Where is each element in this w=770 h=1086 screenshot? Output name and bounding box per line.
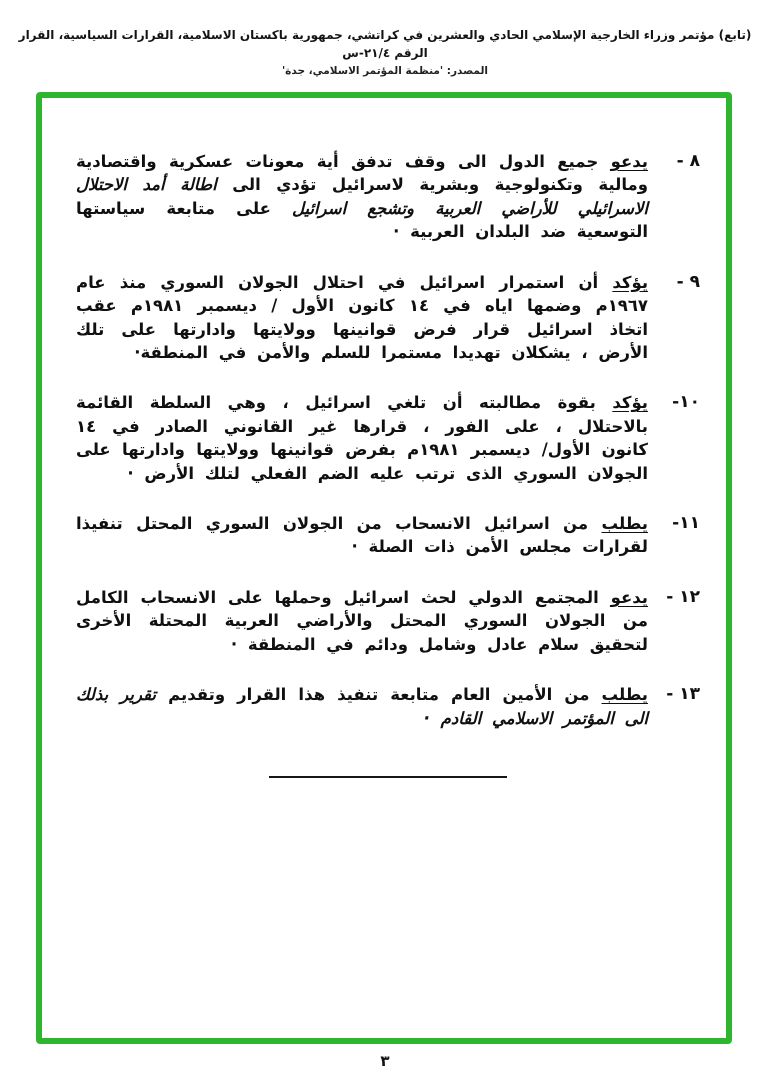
item-text-segment: من الأمين العام متابعة تنفيذ هذا القرار وتقديم [168, 685, 590, 705]
item-text-segment: المجتمع الدولي لحث اسرائيل وحملها على الانسحاب الكامل من الجولان السوري المحتل والأراضي العربية المحتلة الأخرى لتحقيق سلام عادل وشامل ودائم في المنطقة · [76, 587, 648, 654]
resolution-item-10 [76, 391, 700, 485]
item-text [76, 512, 648, 559]
item-text [76, 150, 648, 244]
item-text-segment: من اسرائيل الانسحاب من الجولان السوري المحتل تنفيذا لقرارات مجلس الأمن ذات الصلة · [76, 514, 648, 557]
item-number: ٩ - [676, 271, 700, 292]
document-header [8, 26, 762, 77]
item-text-segment: أن استمرار اسرائيل في احتلال الجولان السوري منذ عام ١٩٦٧م وضمها اياه في ١٤ كانون الأول / ديسمبر ١٩٨١م عقب اتخاذ اسرائيل قرار فرض قوانينها وولايتها وادارتها على تلك الأرض ، يشكلان تهديدا مستمرا للسلم والأمن في المنطقة· [76, 272, 648, 362]
page-number: ٣ [380, 1052, 390, 1070]
end-divider-line [269, 776, 507, 778]
resolution-item-13 [76, 683, 700, 730]
item-text-italic-segment: اطالة أمد الاحتلال الاسرائيلي للأراضي العربية وتشجع اسرائيل [76, 175, 648, 218]
item-text [76, 271, 648, 365]
item-text-segment: جميع الدول الى وقف تدفق أية معونات عسكرية واقتصادية ومالية وتكنولوجية وبشرية لاسرائيل تؤدي الى [76, 152, 648, 195]
item-lead-word: يطلب [601, 514, 648, 534]
resolution-item-11 [76, 512, 700, 559]
item-text-segment: بقوة مطالبته أن تلغي اسرائيل ، وهي السلطة القائمة بالاحتلال ، على الفور ، قرارها غير القانوني الصادر في ١٤ كانون الأول/ ديسمبر ١٩٨١م بفرض قوانينها وولايتها وادارتها على الجولان السوري الذى ترتب عليه الضم الفعلي لتلك الأرض · [76, 393, 648, 483]
item-text-segment: على متابعة سياستها التوسعية ضد البلدان العربية · [76, 198, 648, 242]
item-lead-word: يؤكد [612, 272, 649, 292]
item-number: ١٢ - [666, 586, 700, 607]
resolution-body [76, 150, 700, 778]
item-lead-word: يدعو [610, 152, 648, 171]
item-text [76, 586, 648, 656]
item-lead-word: يدعو [610, 587, 648, 607]
item-number: ١٣ - [666, 684, 700, 705]
resolution-item-9 [76, 271, 700, 365]
item-text-italic-segment: تقرير بذلك الى المؤتمر الاسلامي القادم · [76, 685, 648, 728]
green-border-frame [36, 92, 732, 1044]
header-title-line: (تابع) مؤتمر وزراء الخارجية الإسلامي الحادي والعشرين في كراتشي، جمهورية باكستان الاسلامية، القرارات السياسية، القرار الرقم ٢١/٤-س [18, 28, 752, 60]
item-text [76, 683, 648, 730]
item-lead-word: يطلب [601, 685, 649, 705]
resolution-item-8 [76, 150, 700, 244]
header-source-line: المصدر: 'منظمة المؤتمر الاسلامي، جدة' [281, 65, 489, 77]
item-number: ١٠- [672, 392, 700, 413]
item-number: ١١- [672, 513, 700, 534]
resolution-item-12 [76, 586, 700, 656]
item-text [76, 391, 648, 485]
item-number: ٨ - [676, 151, 700, 171]
item-lead-word: يؤكد [612, 393, 648, 413]
